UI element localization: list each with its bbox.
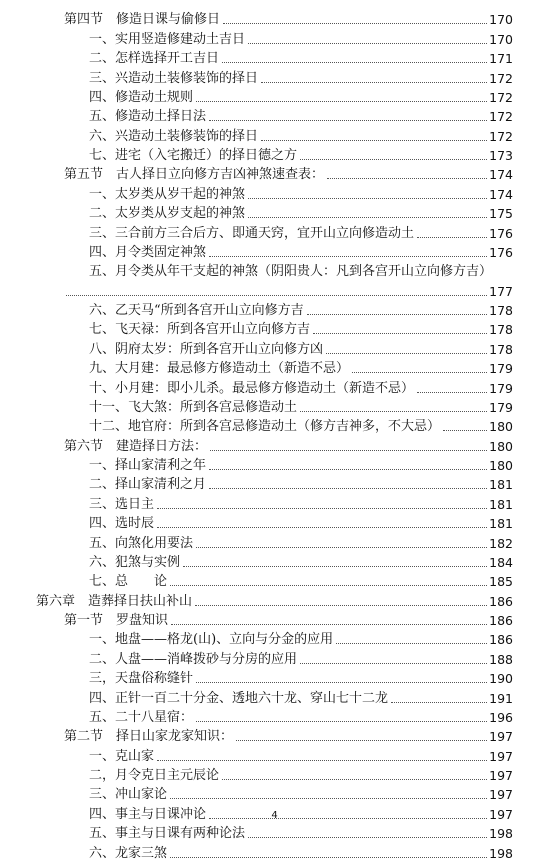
toc-item[interactable] <box>0 628 549 647</box>
dot-leader <box>248 42 487 44</box>
dot-leader <box>196 100 487 102</box>
toc-entry-page: 197 <box>489 748 513 764</box>
toc-entry-label: 第一节 罗盘知识 <box>64 613 169 628</box>
dot-leader <box>352 371 487 373</box>
toc-entry-label: 五、二十八星宿： <box>89 709 194 725</box>
toc-section[interactable] <box>0 163 549 182</box>
toc-entry-label: 三、三合前方三合后方、即通天窍，宜开山立向修造动土 <box>89 225 415 241</box>
dot-leader <box>248 836 487 838</box>
toc-entry-label: 二、太岁类从岁支起的神煞 <box>89 206 246 222</box>
dot-leader <box>417 236 487 238</box>
toc-entry-page: 186 <box>489 593 513 609</box>
toc-entry-label: 四、正针一百二十分金、透地六十龙、穿山七十二龙 <box>89 690 389 706</box>
dot-leader <box>157 507 487 509</box>
dot-leader <box>313 332 487 334</box>
dot-leader <box>327 177 487 179</box>
toc-entry-label: 九、大月建：最忌修方修造动土（新造不忌） <box>89 361 350 377</box>
dot-leader <box>196 720 487 722</box>
toc-entry-label: 三、选日主 <box>89 496 155 512</box>
dot-leader <box>222 778 487 780</box>
toc-item[interactable] <box>0 202 549 221</box>
dot-leader <box>443 429 487 431</box>
toc-item[interactable] <box>0 667 549 686</box>
dot-leader <box>209 487 487 489</box>
dot-leader <box>171 623 487 625</box>
toc-entry-label: 十一、飞大煞：所到各宫忌修造动土 <box>89 399 298 415</box>
dot-leader <box>66 294 487 296</box>
dot-leader <box>209 119 487 121</box>
toc-entry-page: 181 <box>489 477 513 493</box>
toc-item[interactable] <box>0 299 549 318</box>
toc-item[interactable] <box>0 260 549 279</box>
toc-entry-page: 175 <box>489 206 513 222</box>
toc-item[interactable] <box>0 357 549 376</box>
toc-entry-label: 二、择山家清利之月 <box>89 477 207 493</box>
toc-entry-page: 181 <box>489 516 513 532</box>
toc-entry-page: 197 <box>489 729 513 745</box>
dot-leader <box>157 526 487 528</box>
toc-entry-page: 179 <box>489 399 513 415</box>
toc-entry-page: 180 <box>489 458 513 473</box>
toc-entry-page: 186 <box>489 632 513 648</box>
dot-leader <box>210 449 487 451</box>
toc-entry-page: 172 <box>489 128 513 144</box>
toc-entry-page: 172 <box>489 89 513 105</box>
toc-entry-label: 六、乙天马“所到各宫开山立向修方吉 <box>89 303 304 318</box>
toc-entry-label: 一、太岁类从岁干起的神煞 <box>89 186 246 202</box>
toc-entry-label: 二，月令克日主元辰论 <box>89 768 220 783</box>
toc-entry-label: 五、修造动土择日法 <box>89 109 207 125</box>
toc-entry-page: 176 <box>489 225 513 241</box>
toc-item[interactable] <box>0 376 549 395</box>
toc-entry-label: 六、兴造动土装修装饰的择日 <box>89 128 259 144</box>
toc-entry-label: 十二、地官府：所到各宫忌修造动土（修方吉神多，不大忌） <box>89 419 441 435</box>
dot-leader <box>417 391 487 393</box>
page-number: 4 <box>271 810 278 821</box>
toc-item[interactable] <box>0 647 549 666</box>
dot-leader <box>209 468 487 470</box>
toc-entry-page: 197 <box>489 787 513 803</box>
toc-entry-label: 二、怎样选择开工吉日 <box>89 51 220 67</box>
toc-entry-label: 一、克山家 <box>89 748 155 764</box>
toc-item[interactable] <box>0 124 549 143</box>
toc-item[interactable] <box>0 473 549 492</box>
toc-entry-page: 177 <box>489 283 513 299</box>
dot-leader <box>307 313 487 315</box>
toc-entry-page: 170 <box>489 12 513 28</box>
toc-section[interactable] <box>0 725 549 744</box>
toc-item[interactable] <box>0 454 549 473</box>
toc-item[interactable] <box>0 221 549 240</box>
dot-leader <box>336 642 487 644</box>
dot-leader <box>326 352 487 354</box>
toc-entry-page: 174 <box>489 167 513 183</box>
toc-item[interactable] <box>0 279 549 298</box>
toc-entry-label: 十、小月建：即小儿杀。最忌修方修造动土（新造不忌） <box>89 380 415 396</box>
toc-item[interactable] <box>0 27 549 46</box>
toc-entry-label: 第二节 择日山家龙家知识： <box>64 729 234 745</box>
toc-item[interactable] <box>0 241 549 260</box>
toc-entry-label: 第四节 修造日课与偷修日 <box>64 12 221 28</box>
toc-entry-label: 第五节 古人择日立向修方吉凶神煞速查表： <box>64 167 325 183</box>
toc-item[interactable] <box>0 551 549 570</box>
toc-entry-label: 五、事主与日课有两种论法 <box>89 826 246 842</box>
toc-item[interactable] <box>0 686 549 705</box>
toc-item[interactable] <box>0 570 549 589</box>
toc-item[interactable] <box>0 396 549 415</box>
toc-entry-label: 六、犯煞与实例 <box>89 554 181 570</box>
toc-entry-page: 198 <box>489 826 513 842</box>
toc-entry-page: 176 <box>489 244 513 260</box>
toc-item[interactable] <box>0 841 549 860</box>
toc-entry-page: 178 <box>489 322 513 338</box>
toc-item[interactable] <box>0 744 549 763</box>
toc-item[interactable] <box>0 66 549 85</box>
toc-entry-page: 179 <box>489 380 513 396</box>
toc-entry-page: 178 <box>489 303 513 318</box>
toc-entry-page: 197 <box>489 806 513 822</box>
toc-section[interactable] <box>0 434 549 453</box>
toc-item[interactable] <box>0 86 549 105</box>
toc-entry-page: 178 <box>489 341 513 357</box>
dot-leader <box>300 158 487 160</box>
toc-entry-page: 188 <box>489 651 513 667</box>
dot-leader <box>223 22 487 24</box>
toc-entry-page: 172 <box>489 70 513 86</box>
toc-entry-page: 172 <box>489 109 513 125</box>
toc-entry-page: 179 <box>489 361 513 377</box>
toc-item[interactable] <box>0 706 549 725</box>
dot-leader <box>170 584 487 586</box>
toc-entry-page: 182 <box>489 535 513 551</box>
toc-item[interactable] <box>0 783 549 802</box>
toc-entry-label: 第六节 建造择日方法： <box>64 438 208 454</box>
dot-leader <box>261 139 487 141</box>
toc-entry-label: 一、实用竖造修建动土吉日 <box>89 31 246 47</box>
toc-entry-label: 一、择山家清利之年 <box>89 458 207 473</box>
toc-entry-page: 197 <box>489 768 513 783</box>
toc-entry-label: 六、龙家三煞 <box>89 845 168 861</box>
toc-entry-label: 七、飞天禄：所到各宫开山立向修方吉 <box>89 322 311 338</box>
toc-entry-label: 三，天盘俗称缝针 <box>89 671 194 687</box>
toc-entry-page: 190 <box>489 671 513 687</box>
toc-item[interactable] <box>0 182 549 201</box>
toc-entry-page: 180 <box>489 438 513 454</box>
dot-leader <box>196 681 487 683</box>
toc-entry-label: 一、地盘——格龙(山)、立向与分金的应用 <box>89 632 334 648</box>
toc-entry-page: 198 <box>489 845 513 861</box>
toc-entry-page: 174 <box>489 186 513 202</box>
toc-chapter[interactable] <box>0 589 549 608</box>
dot-leader <box>183 565 487 567</box>
dot-leader <box>195 604 487 606</box>
dot-leader <box>157 759 487 761</box>
toc-item[interactable] <box>0 337 549 356</box>
toc-entry-page: 186 <box>489 613 513 628</box>
toc-item[interactable] <box>0 822 549 841</box>
dot-leader <box>300 662 487 664</box>
dot-leader <box>196 546 487 548</box>
toc-item[interactable] <box>0 512 549 531</box>
toc-item[interactable] <box>0 415 549 434</box>
toc-section[interactable] <box>0 609 549 628</box>
toc-entry-label: 五、月令类从年干支起的神煞（阴阳贵人：凡到各宫开山立向修方吉） <box>89 264 493 280</box>
toc-entry-label: 三、冲山家论 <box>89 787 168 803</box>
toc-entry-label: 七、总 论 <box>89 574 168 590</box>
dot-leader <box>300 410 487 412</box>
toc-entry-label: 四、事主与日课冲论 <box>89 806 207 822</box>
toc-entry-label: 第六章 造葬择日扶山补山 <box>36 593 193 609</box>
toc-entry-page: 181 <box>489 496 513 512</box>
dot-leader <box>261 81 487 83</box>
toc-entry-page: 170 <box>489 31 513 47</box>
toc-item[interactable] <box>0 492 549 511</box>
toc-entry-label: 二、人盘——消峰拨砂与分房的应用 <box>89 651 298 667</box>
dot-leader <box>222 61 487 63</box>
toc-entry-label: 八、阴府太岁：所到各宫开山立向修方凶 <box>89 341 324 357</box>
toc-section[interactable] <box>0 8 549 27</box>
toc-entry-label: 四、修造动土规则 <box>89 89 194 105</box>
dot-leader <box>209 255 487 257</box>
toc-item[interactable] <box>0 318 549 337</box>
dot-leader <box>170 797 487 799</box>
toc-entry-page: 185 <box>489 574 513 590</box>
toc-item[interactable] <box>0 144 549 163</box>
toc-item[interactable] <box>0 764 549 783</box>
dot-leader <box>391 701 487 703</box>
dot-leader <box>170 856 487 858</box>
table-of-contents <box>0 8 549 861</box>
toc-item[interactable] <box>0 531 549 550</box>
toc-entry-label: 五、向煞化用要法 <box>89 535 194 551</box>
dot-leader <box>248 197 487 199</box>
toc-entry-page: 180 <box>489 419 513 435</box>
toc-item[interactable] <box>0 47 549 66</box>
toc-entry-label: 四、月令类固定神煞 <box>89 244 207 260</box>
toc-item[interactable] <box>0 105 549 124</box>
dot-leader <box>248 216 487 218</box>
toc-entry-page: 171 <box>489 51 513 67</box>
toc-entry-label: 四、选时辰 <box>89 516 155 532</box>
toc-entry-page: 191 <box>489 690 513 706</box>
toc-entry-page: 196 <box>489 709 513 725</box>
dot-leader <box>236 739 487 741</box>
toc-entry-page: 184 <box>489 554 513 570</box>
toc-entry-page: 173 <box>489 148 513 163</box>
toc-entry-label: 三、兴造动土装修装饰的择日 <box>89 70 259 86</box>
toc-entry-label: 七、进宅（入宅搬迁）的择日德之方 <box>89 148 298 163</box>
